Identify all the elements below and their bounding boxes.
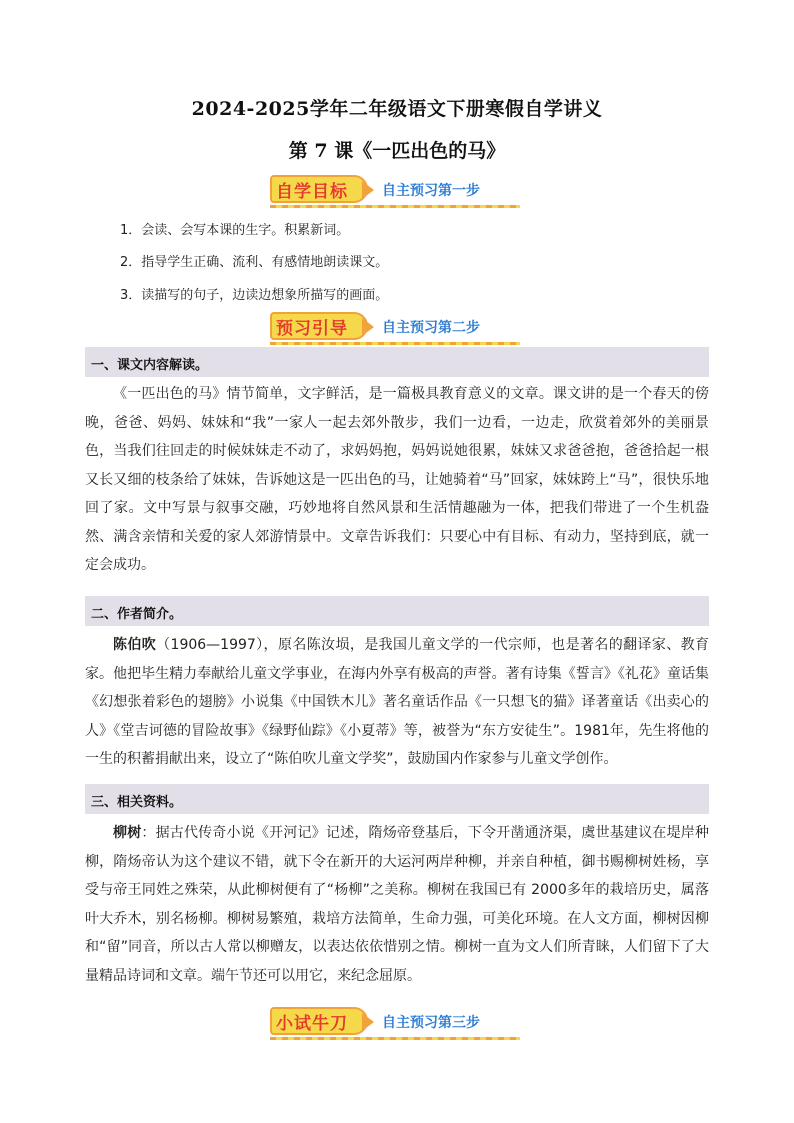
badge-arrow-icon [362, 181, 374, 199]
section-lead: 陈伯吹 [113, 637, 157, 653]
section-heading-bar [85, 596, 709, 626]
section-heading: 三、相关资料。 [91, 795, 183, 810]
banner-step-label: 自主预习第一步 [382, 183, 480, 199]
badge-arrow-icon [362, 1013, 374, 1031]
banner-badge-label: 预习引导 [276, 319, 348, 339]
banner-badge-label: 小试牛刀 [276, 1014, 348, 1034]
section-heading-bar [85, 784, 709, 814]
banner-step-label: 自主预习第二步 [382, 320, 480, 336]
banner-step-label: 自主预习第三步 [382, 1015, 480, 1031]
banner-preview-guide [270, 312, 520, 346]
goal-item: 2．指导学生正确、流利、有感情地朗读课文。 [120, 255, 389, 270]
section-lead: 柳树 [113, 825, 142, 841]
banner-underline [270, 205, 520, 208]
banner-underline [270, 342, 520, 345]
section-heading: 二、作者简介。 [91, 607, 183, 622]
goal-item: 3．读描写的句子，边读边想象所描写的画面。 [120, 288, 389, 303]
section-heading: 一、课文内容解读。 [91, 358, 209, 373]
section-body [85, 819, 709, 990]
section-text: （1906—1997），原名陈汝埙，是我国儿童文学的一代宗师，也是著名的翻译家、教育家。他把毕生精力奉献给儿童文学事业，在海内外享有极高的声誉。著有诗集《誓言》《礼花》童话集《幻想张着彩色的翅膀》小说集《中国铁木儿》著名童话作品《一只想飞的猫》译著童话《出卖心的人》《堂吉诃德的冒险故事》《绿野仙踪》《小夏蒂》等，被誉为“东方安徒生”。1981年，先生将他的一生的积蓄捐献出来，设立了“陈伯吹儿童文学奖”，鼓励国内作家参与儿童文学创作。 [85, 637, 710, 767]
document-title: 2024-2025学年二年级语文下册寒假自学讲义 [191, 98, 603, 120]
banner-underline [270, 1037, 520, 1040]
lesson-title: 第 7 课《一匹出色的马》 [288, 140, 506, 162]
section-text: 《一匹出色的马》情节简单，文字鲜活，是一篇极具教育意义的文章。课文讲的是一个春天的傍晚，爸爸、妈妈、妹妹和“我”一家人一起去郊外散步，我们一边看，一边走，欣赏着郊外的美丽景色，当我们往回走的时候妹妹走不动了，求妈妈抱，妈妈说她很累，妹妹又求爸爸抱，爸爸拾起一根又长又细的枝条给了妹妹，告诉她这是一匹出色的马，让她骑着“马”回家，妹妹跨上“马”，很快乐地回了家。文中写景与叙事交融，巧妙地将自然风景和生活情趣融为一体，把我们带进了一个生机盎然、满含亲情和关爱的家人郊游情景中。文章告诉我们：只要心中有目标、有动力，坚持到底，就一定会成功。 [85, 386, 709, 573]
goal-item: 1．会读、会写本课的生字。积累新词。 [120, 223, 350, 238]
banner-self-study-goals [270, 175, 520, 209]
section-heading-bar [85, 347, 709, 377]
banner-practice [270, 1007, 520, 1041]
section-text: ：据古代传奇小说《开河记》记述，隋炀帝登基后，下令开凿通济渠，虞世基建议在堤岸种柳，隋炀帝认为这个建议不错，就下令在新开的大运河两岸种柳，并亲自种植，御书赐柳树姓杨，享受与帝王同姓之殊荣，从此柳树便有了“杨柳”之美称。柳树在我国已有 2000多年的栽培历史，属落叶大乔木，别名杨柳。柳树易繁殖，栽培方法简单，生命力强，可美化环境。在人文方面，柳树因柳和“留”同音，所以古人常以柳赠友，以表达依依惜别之情。柳树一直为文人们所青睐，人们留下了大量精品诗词和文章。端午节还可以用它，来纪念屈原。 [85, 825, 709, 984]
section-body [85, 631, 709, 774]
badge-arrow-icon [362, 318, 374, 336]
section-body [85, 380, 709, 580]
banner-badge-label: 自学目标 [276, 182, 348, 202]
